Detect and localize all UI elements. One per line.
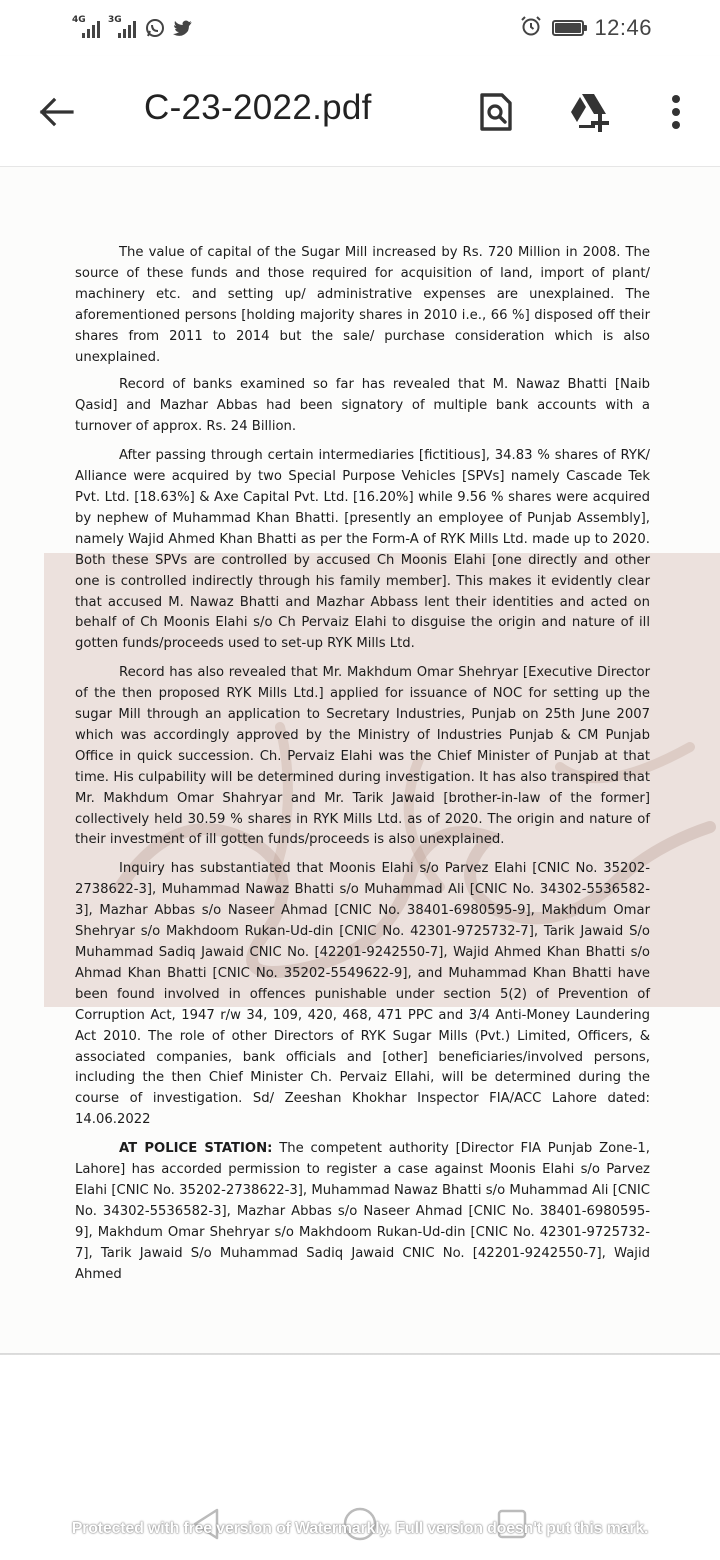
status-bar-right [520, 14, 652, 42]
add-to-drive-icon [568, 92, 614, 132]
twitter-icon [172, 17, 194, 39]
arrow-back-icon [38, 97, 74, 127]
status-bar [0, 0, 720, 56]
add-to-drive-button[interactable] [567, 88, 615, 136]
pdf-viewer[interactable] [0, 167, 720, 1355]
police-station-heading: AT POLICE STATION: [119, 1141, 273, 1157]
paragraph-noc: Record has also revealed that Mr. Makhdum Omar Shehryar [Executive Director of the then proposed RYK Mills Ltd.] applied for issuance of NOC for setting up the sugar Mill through an application to Secretary Industries, Punjab on 25th June 2007 which was accordingly approved by the Ministry of Industries Punjab & CM Punjab Office in quick succession. Ch. Pervaiz Elahi was the Chief Minister of Punjab at that time. His culpability will be determined during investigation. It has also transpired that Mr. Makhdum Omar Shahryar and Mr. Tarik Jawaid [brother-in-law of the former] collectively held 30.59 % shares in RYK Mills Ltd. as of 2020. The origin and nature of their investment of ill gotten funds/proceeds is also unexplained. [75, 665, 650, 848]
document-title: C-23-2022.pdf [144, 88, 372, 127]
paragraph-capital: The value of capital of the Sugar Mill increased by Rs. 720 Million in 2008. The source of these funds and those required for acquisition of land, import of plant/ machinery etc. and setting up/ administrative expenses are unexplained. The aforementioned persons [holding majority shares in 2010 i.e., 66 %] disposed off their shares from 2011 to 2014 but the sale/ purchase consideration which is also unexplained. [75, 245, 650, 365]
whatsapp-icon [144, 17, 166, 39]
more-vert-icon [670, 94, 682, 130]
more-options-button[interactable] [652, 88, 700, 136]
paragraph-police-station [75, 1139, 650, 1285]
sim1-network-label: 4G [72, 15, 86, 25]
sim1-signal-icon [72, 16, 102, 40]
battery-icon [552, 20, 584, 36]
status-bar-left [72, 14, 194, 42]
paragraph-intermediaries: After passing through certain intermediaries [fictitious], 34.83 % shares of RYK/ Alliance were acquired by two Special Purpose Vehicles [SPVs] namely Cascade Tek Pvt. Ltd. [18.63%] & Axe Capital Pvt. Ltd. [16.20%] while 9.56 % shares were acquired by nephew of Muhammad Khan Bhatti. [presently an employee of Punjab Assembly], namely Wajid Ahmed Khan Bhatti as per the Form-A of RYK Mills Ltd. made up to 2020. Both these SPVs are controlled by accused Ch Moonis Elahi [one directly and other one is controlled indirectly through his family member]. This makes it evidently clear that accused M. Nawaz Bhatti and Mazhar Abbass lent their identities and acted on behalf of Ch Moonis Elahi s/o Ch Pervaiz Elahi to disguise the origin and nature of ill gotten funds/proceeds used to set-up RYK Mills Ltd. [75, 448, 650, 652]
paragraph-inquiry: Inquiry has substantiated that Moonis Elahi s/o Parvez Elahi [CNIC No. 35202-2738622-3], Muhammad Nawaz Bhatti s/o Muhammad Ali [CNIC No. 34302-5536582-3], Mazhar Abbas s/o Naseer Ahmad [CNIC No. 38401-6980595-9], Makhdum Omar Shehryar s/o Makhdoom Rukan-Ud-din [CNIC No. 42301-9725732-7], Tarik Jawaid S/o Muhammad Sadiq Jawaid CNIC No. [42201-9242550-7], Wajid Ahmed Khan Bhatti s/o Ahmad Khan Bhatti [CNIC No. 35202-5549622-9], and Muhammad Khan Bhatti have been found involved in offences punishable under section 5(2) of Prevention of Corruption Act, 1947 r/w 34, 109, 420, 468, 471 PPC and 3/4 Anti-Money Laundering Act 2010. The role of other Directors of RYK Sugar Mills (Pvt.) Limited, Officers, & associated companies, bank officials and [other] beneficiaries/involved persons, including the then Chief Minister Ch. Pervaiz Ellahi, will be determined during the course of investigation. Sd/ Zeeshan Khokhar Inspector FIA/ACC Lahore dated: 14.06.2022 [75, 861, 650, 1128]
sim2-network-label: 3G [108, 15, 122, 25]
watermark-notice: Protected with free version of Watermarkly. Full version doesn't put this mark. [71, 1520, 649, 1537]
find-in-document-icon [479, 92, 513, 132]
pdf-page [0, 167, 720, 1355]
viewer-empty-area [0, 1378, 720, 1488]
battery-fill [555, 23, 580, 33]
sim2-signal-icon [108, 16, 138, 40]
paragraph-bank-records: Record of banks examined so far has revealed that M. Nawaz Bhatti [Naib Qasid] and Mazhar Abbas had been signatory of multiple bank accounts with a turnover of approx. Rs. 24 Billion. [75, 377, 650, 435]
status-time: 12:46 [594, 15, 652, 40]
find-in-document-button[interactable] [472, 88, 520, 136]
document-text [75, 243, 650, 1294]
page-bottom-edge [0, 1353, 720, 1355]
alarm-icon [520, 15, 542, 42]
app-bar [0, 56, 720, 167]
police-station-text: The competent authority [Director FIA Punjab Zone-1, Lahore] has accorded permission to register a case against Moonis Elahi s/o Parvez Elahi [CNIC No. 35202-2738622-3], Muhammad Nawaz Bhatti s/o Muhammad Ali [CNIC No. 34302-5536582-3], Mazhar Abbas s/o Naseer Ahmad [CNIC No. 38401-6980595-9], Makhdum Omar Shehryar s/o Makhdoom Rukan-Ud-din [CNIC No. 42301-9725732-7], Tarik Jawaid S/o Muhammad Sadiq Jawaid CNIC No. [42201-9242550-7], Wajid Ahmed [75, 1141, 650, 1282]
back-button[interactable] [30, 86, 82, 138]
